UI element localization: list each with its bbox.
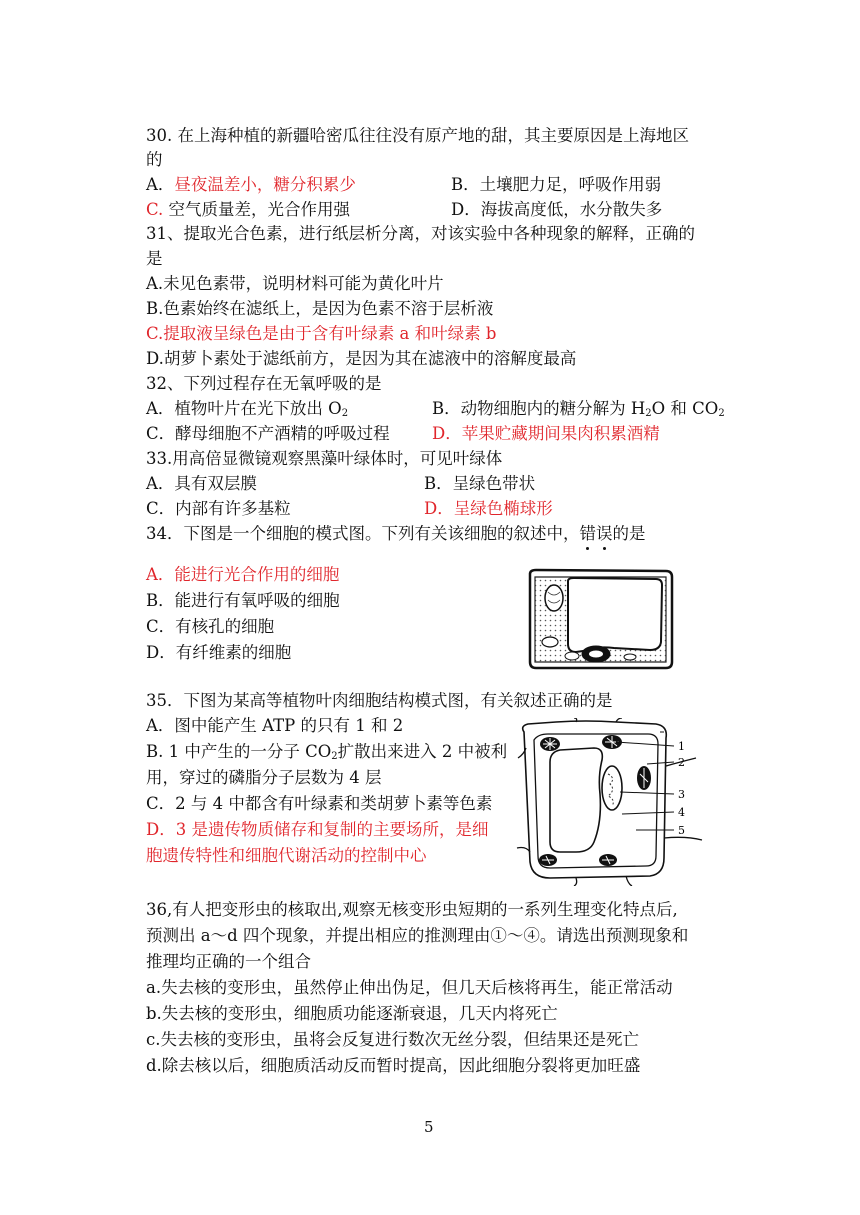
q31-stem-line2: 是 — [146, 249, 163, 268]
q35-option-b-rest: 扩散出来进入 2 中被利 — [337, 742, 508, 761]
q31-option-d: D.胡萝卜素处于滤纸前方，是因为其在滤液中的溶解度最高 — [146, 349, 577, 368]
q36-option-b: b.失去核的变形虫，细胞质功能逐渐衰退，几天内将死亡 — [146, 1004, 558, 1023]
q31-option-a: A.未见色素带，说明材料可能为黄化叶片 — [146, 274, 444, 293]
q32-option-c: C．酵母细胞不产酒精的呼吸过程 — [146, 424, 390, 443]
q32-option-a-sub: 2 — [341, 408, 349, 419]
q32-option-b-text: B．动物细胞内的糖分解为 H — [432, 399, 646, 418]
q35-option-b-text: B. 1 中产生的一分子 CO — [146, 742, 332, 761]
page-number: 5 — [424, 1118, 434, 1136]
q30-option-a-text: 昼夜温差小，糖分积累少 — [174, 175, 356, 194]
q34-option-c: C．有核孔的细胞 — [146, 617, 275, 636]
q30-option-c-text: 空气质量差，光合作用强 — [163, 200, 351, 219]
q30-option-a-letter: A． — [146, 175, 175, 194]
emphasis-dot — [603, 547, 606, 550]
q31-option-b: B.色素始终在滤纸上，是因为色素不溶于层析液 — [146, 299, 494, 318]
q36-stem-line1: 36,有人把变形虫的核取出,观察无核变形虫短期的一系列生理变化特点后, — [146, 900, 678, 919]
q34-cell-diagram — [528, 568, 674, 670]
q32-option-b-mid: O 和 CO — [651, 399, 719, 418]
q34-stem-post: 的是 — [612, 524, 646, 543]
q35-fig-label-3: 3 — [678, 788, 685, 801]
q34-option-d: D．有纤维素的细胞 — [146, 643, 292, 662]
q36-option-a: a.失去核的变形虫，虽然停止伸出伪足，但几天后核将再生，能正常活动 — [146, 978, 673, 997]
q35-fig-label-4: 4 — [678, 806, 685, 819]
q36-stem-line3: 推理均正确的一个组合 — [146, 952, 311, 971]
q34-option-b: B．能进行有氧呼吸的细胞 — [146, 591, 340, 610]
q32-option-b-sub1: 2 — [645, 408, 652, 419]
q32-option-b — [432, 397, 725, 421]
q31-stem-line1: 31、提取光合色素，进行纸层析分离，对该实验中各种现象的解释，正确的 — [146, 224, 695, 243]
q35-option-d-line1: D．3 是遗传物质储存和复制的主要场所，是细 — [146, 820, 489, 839]
q33-option-c: C．内部有许多基粒 — [146, 499, 291, 518]
q34-stem-emphasis — [580, 524, 613, 543]
q35-option-b-line2: 用，穿过的磷脂分子层数为 4 层 — [146, 768, 382, 787]
q30-option-b: B．土壤肥力足，呼吸作用弱 — [451, 175, 662, 194]
q34-stem — [146, 522, 646, 546]
q32-option-d: D．苹果贮藏期间果肉积累酒精 — [432, 424, 660, 443]
q33-option-b: B．呈绿色带状 — [424, 474, 536, 493]
q35-option-a: A．图中能产生 ATP 的只有 1 和 2 — [146, 716, 404, 735]
q35-option-d-line2: 胞遗传特性和细胞代谢活动的控制中心 — [146, 846, 427, 865]
q30-option-c-letter: C. — [146, 200, 164, 219]
q36-option-c: c.失去核的变形虫，虽将会反复进行数次无丝分裂，但结果还是死亡 — [146, 1030, 639, 1049]
q32-option-a — [146, 397, 348, 421]
q30-stem-line1: 30. 在上海种植的新疆哈密瓜往往没有原产地的甜，其主要原因是上海地区 — [146, 126, 689, 145]
q35-stem: 35．下图为某高等植物叶肉细胞结构模式图，有关叙述正确的是 — [146, 691, 613, 710]
q30-option-a — [146, 173, 356, 197]
q30-stem-line2: 的 — [146, 150, 163, 169]
q35-option-b-sub: 2 — [331, 751, 338, 762]
q32-option-a-text: A．植物叶片在光下放出 O — [146, 399, 342, 418]
q32-option-b-sub2: 2 — [718, 408, 725, 419]
q33-option-d: D．呈绿色椭球形 — [424, 499, 553, 518]
q32-stem: 32、下列过程存在无氧呼吸的是 — [146, 374, 382, 393]
q33-option-a: A．具有双层膜 — [146, 474, 257, 493]
q35-fig-label-1: 1 — [678, 740, 685, 753]
q30-option-c — [146, 198, 350, 222]
q33-stem: 33.用高倍显微镜观察黑藻叶绿体时，可见叶绿体 — [146, 449, 503, 468]
q30-option-d: D．海拔高度低，水分散失多 — [451, 200, 663, 219]
q34-emphasis-text: 错误 — [579, 524, 613, 543]
q36-stem-line2: 预测出 a～d 四个现象，并提出相应的推测理由①～④。请选出预测现象和 — [146, 926, 689, 945]
q35-option-c: C．2 与 4 中都含有叶绿素和类胡萝卜素等色素 — [146, 794, 493, 813]
q35-fig-label-2: 2 — [678, 756, 685, 769]
q31-option-c: C.提取液呈绿色是由于含有叶绿素 a 和叶绿素 b — [146, 324, 497, 343]
q34-option-a: A．能进行光合作用的细胞 — [146, 565, 340, 584]
q35-leaf-cell-diagram — [516, 718, 712, 886]
emphasis-dot — [586, 547, 589, 550]
q35-option-b-line1 — [146, 740, 507, 764]
q34-stem-pre: 34．下图是一个细胞的模式图。下列有关该细胞的叙述中， — [146, 524, 580, 543]
q36-option-d: d.除去核以后，细胞质活动反而暂时提高，因此细胞分裂将更加旺盛 — [146, 1056, 641, 1075]
q35-fig-label-5: 5 — [678, 824, 685, 837]
